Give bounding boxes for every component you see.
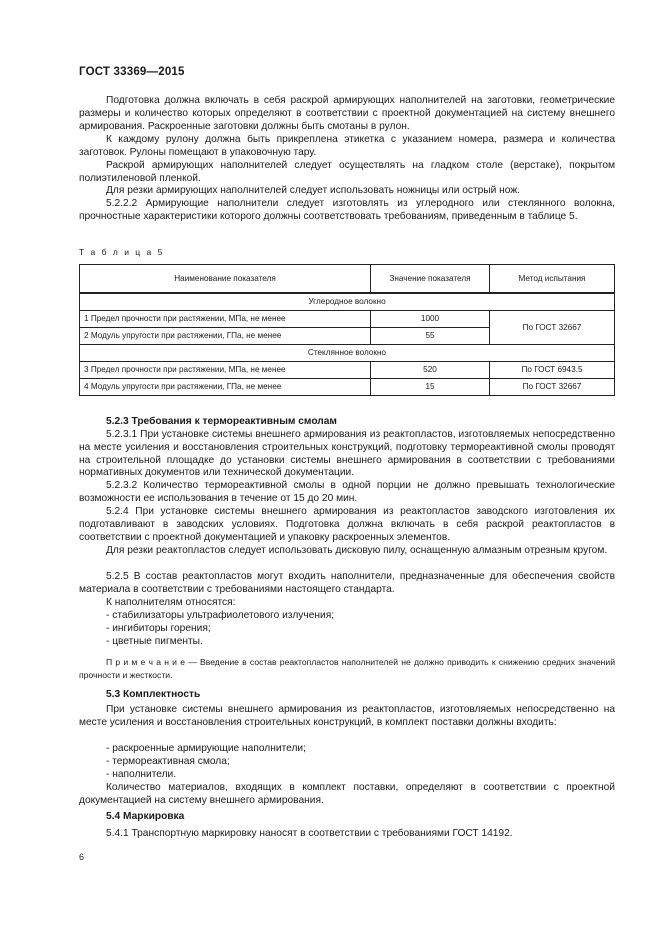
cell-value: 55 bbox=[371, 328, 490, 345]
paragraph: 5.2.3.2 Количество термореактивной смолы в одной порции не должно превышать технологические возможности ее использования в течение от 15 до 20 мин. bbox=[79, 480, 615, 504]
paragraph: Для резки реактопластов следует использовать дисковую пилу, оснащенную алмазным отрезным кругом. bbox=[106, 545, 608, 556]
document-header: ГОСТ 33369—2015 bbox=[79, 66, 185, 78]
paragraph: Для резки армирующих наполнителей следует использовать ножницы или острый нож. bbox=[106, 185, 520, 196]
table-header-row bbox=[80, 265, 615, 294]
table-group-row bbox=[80, 293, 615, 311]
cell-name: 2 Модуль упругости при растяжении, ГПа, не менее bbox=[80, 328, 371, 345]
paragraph: При установке системы внешнего армирования из реактопластов, изготовляемых непосредственно на месте усиления и восстановления строительных конструкций, в комплект поставки должны входить: bbox=[79, 704, 615, 728]
paragraph: Раскрой армирующих наполнителей следует осуществлять на гладком столе (верстаке), покрытом полиэтиленовой пленкой. bbox=[79, 160, 615, 184]
cell-method: По ГОСТ 32667 bbox=[490, 311, 615, 345]
table-header: Значение показателя bbox=[371, 265, 490, 294]
delivery-list bbox=[106, 743, 306, 781]
cell-method: По ГОСТ 32667 bbox=[490, 379, 615, 396]
cell-value: 520 bbox=[371, 362, 490, 379]
fillers-list bbox=[106, 610, 334, 648]
list-item: - термореактивная смола; bbox=[106, 755, 230, 767]
cell-method: По ГОСТ 6943.5 bbox=[490, 362, 615, 379]
section-heading: 5.4 Маркировка bbox=[106, 811, 185, 822]
list-item: - цветные пигменты. bbox=[106, 635, 203, 647]
section-heading: 5.3 Комплектность bbox=[106, 689, 201, 700]
table-caption: Т а б л и ц а 5 bbox=[79, 247, 165, 257]
paragraph: 5.2.2.2 Армирующие наполнители следует изготовлять из углеродного или стеклянного волокна, прочностные характеристики которого должны соответствовать требованиям, приведенным в таблице 5. bbox=[79, 198, 615, 222]
cell-value: 15 bbox=[371, 379, 490, 396]
paragraph: Количество материалов, входящих в комплект поставки, определяют в соответствии с проектной документацией на систему внешнего армирования. bbox=[79, 782, 615, 806]
note bbox=[79, 656, 615, 682]
cell-name: 3 Предел прочности при растяжении, МПа, не менее bbox=[80, 362, 371, 379]
paragraph: 5.2.3.1 При установке системы внешнего армирования из реактопластов, изготовляемых непосредственно на месте усиления и восстановления строительных конструкций, подготовку термореактивной смолы проводят на строительной площадке до установки системы внешнего армирования в соответствии с требованиями нормативных документов или технической документации. bbox=[79, 429, 615, 479]
list-item: - ингибиторы горения; bbox=[106, 622, 211, 634]
page-number: 6 bbox=[79, 852, 85, 862]
table-header: Метод испытания bbox=[490, 265, 615, 294]
table-group-row bbox=[80, 345, 615, 362]
cell-name: 1 Предел прочности при растяжении, МПа, не менее bbox=[80, 311, 371, 328]
table-row bbox=[80, 311, 615, 328]
group-label: Углеродное волокно bbox=[80, 293, 615, 311]
note-text: — Введение в состав реактопластов наполнителей не должно приводить к снижению средних значений прочности и жесткости. bbox=[79, 657, 615, 680]
cell-value: 1000 bbox=[371, 311, 490, 328]
note-label: П р и м е ч а н и е bbox=[106, 657, 185, 667]
section-heading: 5.2.3 Требования к термореактивным смолам bbox=[106, 416, 337, 427]
paragraph: К наполнителям относятся: bbox=[106, 597, 236, 608]
paragraph: Подготовка должна включать в себя раскрой армирующих наполнителей на заготовки, геометрические размеры и количество которых определяют в соответствии с проектной документацией на систему внешнего армирования. Раскроенные заготовки должны быть смотаны в рулон. bbox=[79, 95, 615, 132]
cell-name: 4 Модуль упругости при растяжении, ГПа, не менее bbox=[80, 379, 371, 396]
paragraph: К каждому рулону должна быть прикреплена этикетка с указанием номера, размера и количества заготовок. Рулоны помещают в упаковочную тару. bbox=[79, 134, 615, 158]
list-item: - стабилизаторы ультрафиолетового излучения; bbox=[106, 610, 335, 621]
table-row bbox=[80, 362, 615, 379]
group-label: Стеклянное волокно bbox=[80, 345, 615, 362]
list-item: - раскроенные армирующие наполнители; bbox=[106, 743, 306, 754]
list-item: - наполнители. bbox=[106, 768, 177, 780]
paragraph: 5.2.5 В состав реактопластов могут входить наполнители, предназначенные для обеспечения свойств материала в соответствии с требованиями настоящего стандарта. bbox=[79, 571, 615, 595]
paragraph: 5.4.1 Транспортную маркировку наносят в соответствии с требованиями ГОСТ 14192. bbox=[106, 828, 513, 839]
properties-table bbox=[79, 264, 615, 396]
paragraph: 5.2.4 При установке системы внешнего армирования из реактопластов заводского изготовления их подготавливают в заводских условиях. Подготовка должна включать в себя раскрой реактопластов в соответствии с проектной документацией и упаковку раскроенных элементов. bbox=[79, 506, 615, 543]
table-header: Наименование показателя bbox=[80, 265, 371, 294]
table-row bbox=[80, 379, 615, 396]
